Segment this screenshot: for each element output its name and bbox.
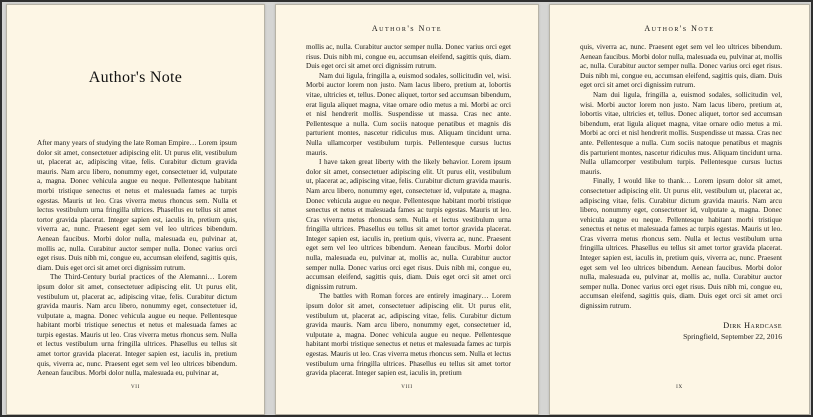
paragraph: mollis ac, nulla. Curabitur auctor semper nulla. Donec varius orci eget risus. Duis nibh mi, congue eu, accumsan eleifend, sagittis quis, diam. Duis eget orci sit amet orci dignissim rutrum. (306, 43, 511, 71)
page-number-viii: viii (401, 381, 413, 390)
running-header: Author's Note (644, 24, 715, 33)
paragraph: I have taken great liberty with the likely behavior. Lorem ipsum dolor sit amet, consectetuer adipiscing elit. Ut purus elit, vestibulum ut, placerat ac, adipiscing vitae, felis. Curabitur dictum gravida mauris. Nam arcu libero, nonummy eget, consectetuer id, vulputate a, magna. Donec vehicula augue eu neque. Pellentesque habitant morbi tristique senectus et netus et malesuada fames ac turpis egestas. Mauris ut leo. Cras viverra metus rhoncus sem. Nulla et lectus vestibulum urna fringilla ultrices. Phasellus eu tellus sit amet tortor gravida placerat. Integer sapien est, iaculis in, pretium quis, viverra ac, nunc. Praesent eget sem vel leo ultrices bibendum. Aenean faucibus. Morbi dolor nulla, malesuada eu, pulvinar at, mollis ac, nulla. Curabitur auctor semper nulla. Donec varius orci eget risus. Duis nibh mi, congue eu, accumsan eleifend, sagittis quis, diam. Duis eget orci sit amet orci dignissim rutrum. (306, 158, 511, 291)
author-name: Dirk Hardcase (723, 320, 782, 330)
page-number-vii: vii (130, 381, 141, 390)
signature-place-date: Springfield, September 22, 2016 (683, 331, 782, 341)
paragraph: After many years of studying the late Roman Empire… Lorem ipsum dolor sit amet, consectetuer adipiscing elit. Ut purus elit, vestibulum ut, placerat ac, adipiscing vitae, felis. Curabitur dictum gravida mauris. Nam arcu libero, nonummy eget, consectetuer id, vulputate a, magna. Donec vehicula augue eu neque. Pellentesque habitant morbi tristique senectus et netus et malesuada fames ac turpis egestas. Mauris ut leo. Cras viverra metus rhoncus sem. Nulla et lectus vestibulum urna fringilla ultrices. Phasellus eu tellus sit amet tortor gravida placerat. Integer sapien est, iaculis in, pretium quis, viverra ac, nunc. Praesent eget sem vel leo ultrices bibendum. Aenean faucibus. Morbi dolor nulla, malesuada eu, pulvinar at, mollis ac, nulla. Curabitur auctor semper nulla. Donec varius orci eget risus. Duis nibh mi, congue eu, accumsan eleifend, sagittis quis, diam. Duis eget orci sit amet orci dignissim rutrum. (37, 139, 238, 272)
running-header: Author's Note (371, 24, 443, 33)
page-vii (6, 4, 265, 415)
paragraph: The Third-Century burial practices of the Alemanni… Lorem ipsum dolor sit amet, consectetuer adipiscing elit. Ut purus elit, vestibulum ut, placerat ac, adipiscing vitae, felis. Curabitur dictum gravida mauris. Nam arcu libero, nonummy eget, consectetuer id, vulputate a, magna. Donec vehicula augue eu neque. Pellentesque habitant morbi tristique senectus et netus et malesuada fames ac turpis egestas. Mauris ut leo. Cras viverra metus rhoncus sem. Nulla et lectus vestibulum urna fringilla ultrices. Phasellus eu tellus sit amet tortor gravida placerat. Integer sapien est, iaculis in, pretium quis, viverra ac, nunc. Praesent eget sem vel leo ultrices bibendum. Aenean faucibus. Morbi dolor nulla, malesuada eu, pulvinar at, (37, 273, 237, 378)
author-signature (580, 321, 782, 342)
page-viii-body (306, 43, 511, 379)
paragraph: Finally, I would like to thank… Lorem ipsum dolor sit amet, consectetuer adipiscing elit. Ut purus elit, vestibulum ut, placerat ac, adipiscing vitae, felis. Curabitur dictum gravida mauris. Nam arcu libero, nonummy eget, consectetuer id, vulputate a, magna. Donec vehicula augue eu neque. Pellentesque habitant morbi tristique senectus et netus et malesuada fames ac turpis egestas. Mauris ut leo. Cras viverra metus rhoncus sem. Nulla et lectus vestibulum urna fringilla ultrices. Phasellus eu tellus sit amet tortor gravida placerat. Integer sapien est, iaculis in, pretium quis, viverra ac, nunc. Praesent eget sem vel leo ultrices bibendum. Aenean faucibus. Morbi dolor nulla, malesuada eu, pulvinar at, mollis ac, nulla. Curabitur auctor semper nulla. Donec varius orci eget risus. Duis nibh mi, congue eu, accumsan eleifend, sagittis quis, diam. Duis eget orci sit amet orci dignissim rutrum. (580, 177, 782, 311)
page-vii-body (37, 139, 237, 379)
page-viii (275, 4, 539, 415)
paragraph: quis, viverra ac, nunc. Praesent eget sem vel leo ultrices bibendum. Aenean faucibus. Morbi dolor nulla, malesuada eu, pulvinar at, mollis ac, nulla. Curabitur auctor semper nulla. Donec varius orci eget risus. Duis nibh mi, congue eu, accumsan eleifend, sagittis quis, diam. Duis eget orci sit amet orci dignissim rutrum. (580, 43, 782, 90)
page-ix-body (580, 43, 782, 341)
page-ix (549, 4, 810, 415)
paragraph: The battles with Roman forces are entirely imaginary… Lorem ipsum dolor sit amet, consectetuer adipiscing elit. Ut purus elit, vestibulum ut, placerat ac, adipiscing vitae, felis. Curabitur dictum gravida mauris. Nam arcu libero, nonummy eget, consectetuer id, vulputate a, magna. Donec vehicula augue eu neque. Pellentesque habitant morbi tristique senectus et netus et malesuada fames ac turpis egestas. Mauris ut leo. Cras viverra metus rhoncus sem. Nulla et lectus vestibulum urna fringilla ultrices. Phasellus eu tellus sit amet tortor gravida placerat. Integer sapien est, iaculis in, pretium (306, 292, 511, 378)
paragraph: Nam dui ligula, fringilla a, euismod sodales, sollicitudin vel, wisi. Morbi auctor lorem non justo. Nam lacus libero, pretium at, lobortis vitae, ultricies et, tellus. Donec aliquet, tortor sed accumsan bibendum, erat ligula aliquet magna, vitae ornare odio metus a mi. Morbi ac orci et nisl hendrerit mollis. Suspendisse ut massa. Cras nec ante. Pellentesque a nulla. Cum sociis natoque penatibus et magnis dis parturient montes, nascetur ridiculus mus. Aliquam tincidunt urna. Nulla ullamcorper vestibulum turpis. Pellentesque cursus luctus mauris. (306, 71, 511, 157)
paragraph: Nam dui ligula, fringilla a, euismod sodales, sollicitudin vel, wisi. Morbi auctor lorem non justo. Nam lacus libero, pretium at, lobortis vitae, ultricies et, tellus. Donec aliquet, tortor sed accumsan bibendum, erat ligula aliquet magna, vitae ornare odio metus a mi. Morbi ac orci et nisl hendrerit mollis. Suspendisse ut massa. Cras nec ante. Pellentesque a nulla. Cum sociis natoque penatibus et magnis dis parturient montes, nascetur ridiculus mus. Aliquam tincidunt urna. Nulla ullamcorper vestibulum turpis. Pellentesque cursus luctus mauris. (580, 90, 782, 176)
chapter-title: Author's Note (88, 69, 183, 86)
page-number-ix: ix (676, 381, 683, 390)
